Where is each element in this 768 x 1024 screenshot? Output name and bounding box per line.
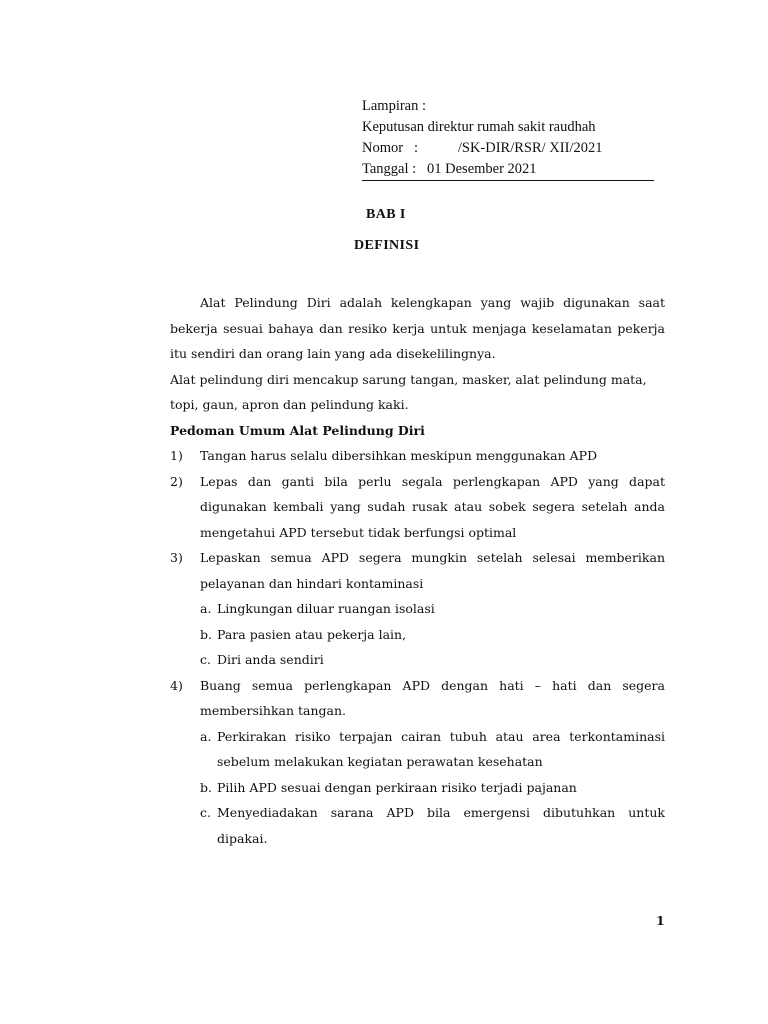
sublist-text: Diri anda sendiri	[217, 652, 324, 667]
list-number: 3)	[170, 550, 183, 565]
tanggal-line: Tanggal : 01 Desember 2021	[362, 159, 654, 181]
sublist-text: Pilih APD sesuai dengan perkiraan risiko terjadi pajanan	[217, 779, 577, 795]
chapter-subtitle: DEFINISI	[354, 238, 420, 253]
document-header	[362, 96, 654, 181]
sublist-text: Para pasien atau pekerja lain,	[217, 626, 407, 642]
list-text: Buang semua perlengkapan APD dengan hati – hati dan segera membersihkan tangan.	[200, 677, 665, 718]
sublist-letter: a.	[200, 728, 212, 744]
sublist-letter: c.	[200, 805, 211, 820]
sublist-item	[200, 647, 665, 673]
sublist-item	[200, 724, 665, 775]
keputusan-line: Keputusan direktur rumah sakit raudhah	[362, 119, 596, 135]
list-item	[170, 469, 665, 546]
definition-paragraph: Alat Pelindung Diri adalah kelengkapan yang wajib digunakan saat bekerja sesuai bahaya dan resiko kerja untuk menjaga keselamatan pekerja itu sendiri dan orang lain yang ada disekelilingnya.	[170, 295, 665, 361]
sublist-item	[200, 596, 665, 622]
list-number: 4)	[170, 677, 183, 693]
list-text: Tangan harus selalu dibersihkan meskipun menggunakan APD	[200, 448, 598, 463]
lampiran-line: Lampiran :	[362, 98, 427, 114]
list-number: 1)	[170, 448, 183, 463]
sublist-text: Lingkungan diluar ruangan isolasi	[217, 601, 435, 616]
list-number: 2)	[170, 473, 183, 489]
guideline-heading: Pedoman Umum Alat Pelindung Diri	[170, 422, 425, 438]
sublist-letter: b.	[200, 779, 212, 795]
sublist-letter: a.	[200, 601, 212, 616]
sublist-letter: b.	[200, 626, 212, 642]
list-item	[170, 545, 665, 596]
sublist-text: Menyediadakan sarana APD bila emergensi dibutuhkan untuk dipakai.	[217, 805, 665, 846]
list-text: Lepas dan ganti bila perlu segala perlengkapan APD yang dapat digunakan kembali yang sudah rusak atau sobek segera setelah anda mengetahui APD tersebut tidak berfungsi optimal	[200, 473, 665, 540]
list-item	[170, 443, 665, 469]
scope-paragraph: Alat pelindung diri mencakup sarung tangan, masker, alat pelindung mata, topi, gaun, apron dan pelindung kaki.	[170, 371, 647, 412]
list-text: Lepaskan semua APD segera mungkin setelah selesai memberikan pelayanan dan hindari kontaminasi	[200, 550, 665, 591]
sublist-letter: c.	[200, 652, 211, 667]
list-item	[170, 673, 665, 724]
document-body	[170, 290, 665, 851]
chapter-title: BAB I	[366, 207, 406, 222]
sublist-text: Perkirakan risiko terpajan cairan tubuh atau area terkontaminasi sebelum melakukan kegiatan perawatan kesehatan	[217, 728, 665, 769]
sublist-item	[200, 622, 665, 648]
sublist-item	[200, 775, 665, 801]
nomor-line: Nomor : /SK-DIR/RSR/ XII/2021	[362, 140, 603, 156]
sublist-item	[200, 800, 665, 851]
page-number: 1	[656, 913, 665, 928]
